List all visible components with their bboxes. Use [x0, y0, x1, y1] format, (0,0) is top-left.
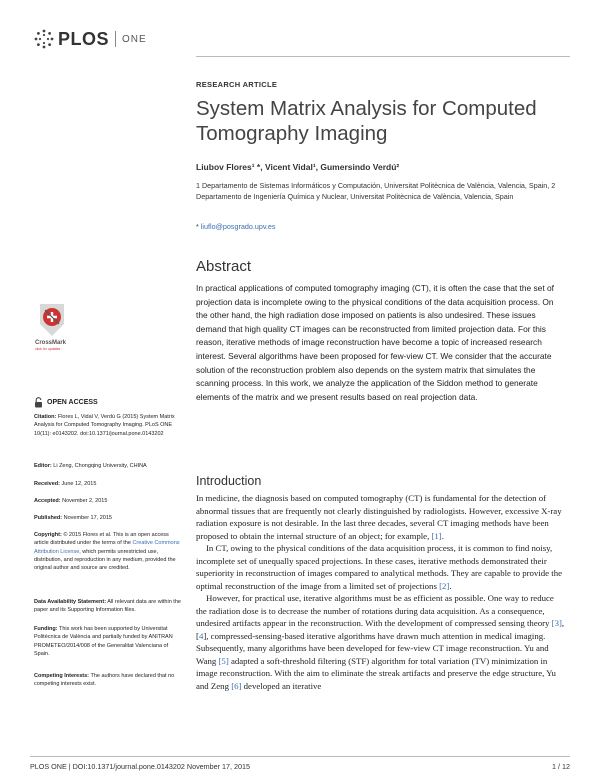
affiliations: 1 Departamento de Sistemas Informáticos y Computación, Universitat Politècnica de València, Valencia, Spain, 2 Departamento de Ingeniería Química y Nuclear, Universitat Politècnica de València, Valencia, Spain	[196, 181, 556, 201]
plos-dots-icon	[34, 29, 54, 49]
crossmark-subtitle[interactable]: click for updates	[35, 347, 61, 351]
abstract-paragraph: In practical applications of computed tomography imaging (CT), it is often the case that the set of projection data is incomplete owing to the physical conditions of the data acquisition process. On the other hand, the high radiation dose imposed on patients is also undesired. These issues demand that high quality CT images can be reconstructed from limited projection data. For this reason, iterative methods of image reconstruction have become a topic of increased research interest. Several algorithms have been proposed for few-view CT. We consider that the accurate solution of the reconstruction problem also depends on the system matrix that simulates the scanning process. In this work, we analyze the application of the Siddon method to generate elements of the matrix and we present results based on real projection data.	[196, 283, 554, 402]
email-prefix: *	[196, 222, 199, 231]
ref-link-2[interactable]: [2]	[439, 580, 450, 591]
intro-p3-text-b: , compressed-sensing-based iterative algorithms have drawn much attention in medical imaging. Subsequently, many algorithms have been developed for few-view CT image reconstruction. Yu and Wang	[196, 630, 549, 666]
received-label: Received:	[34, 481, 60, 487]
footer-divider	[30, 756, 570, 757]
intro-paragraph-1: In medicine, the diagnosis based on computed tomography (CT) is fundamental for the detection of abnormal tissues that are frequently not clearly distinguished by radiologists. However, excessive X-ray radiation exposure is not desirable. In the last three decades, several CT imaging methods have been proposed to obtain the internal structure of an object; for example, [1].	[196, 493, 562, 541]
published-date: November 17, 2015	[63, 515, 112, 521]
accepted-block	[34, 497, 184, 505]
citation-text: Flores L, Vidal V, Verdú G (2015) System Matrix Analysis for Computed Tomography Imaging. PLoS ONE 10(11): e0143202. doi:10.1371/journal.pone.0143202	[34, 414, 175, 437]
data-availability-label: Data Availability Statement:	[34, 599, 107, 605]
header-divider	[196, 56, 570, 57]
plos-logo	[34, 28, 147, 50]
ref-link-6[interactable]: [6]	[231, 680, 242, 691]
crossmark-badge[interactable]	[37, 302, 77, 343]
intro-p3-text-c: adapted a soft-threshold filtering (STF) algorithm for total variation (TV) minimization in image reconstruction. With the aim to eliminate the streak artifacts and preserve the edge structure, Yu and Zeng	[196, 655, 556, 691]
received-block	[34, 480, 184, 488]
intro-p1-text: In medicine, the diagnosis based on computed tomography (CT) is fundamental for the detection of abnormal tissues that are frequently not clearly distinguished by radiologists. However, excessive X-ray radiation exposure is not desirable. In the last three decades, several CT imaging methods have been proposed to obtain the internal structure of an object; for example,	[196, 493, 562, 541]
article-title: System Matrix Analysis for Computed Tomography Imaging	[196, 97, 537, 145]
editor-block	[34, 462, 184, 470]
introduction-text	[196, 492, 566, 692]
intro-paragraph-2: In CT, owing to the physical conditions of the data acquisition process, it is common to find noisy, incomplete set of unequally spaced projections. In these cases, iterative methods demonstrated their superiority in reconstruction of images compared to analytical methods. They are capable to provide the optimal reconstruction of the image from a limited set of projections [2].	[196, 543, 563, 591]
intro-p3-text-a: However, for practical use, iterative algorithms must be as efficient as possible. One way to reduce the radiation dose is to decrease the number of rotations during data acquisition. As a consequence, undesired artifacts appear in the reconstruction. With the development of compressed sensing theory	[196, 593, 554, 628]
funding-text: This work has been supported by Universitat Politècnica de València and partially funded by ANITRAN PROMETEO/2014/008 of the Generalitat Valenciana of Spain.	[34, 626, 173, 657]
data-availability-text: All relevant data are within the paper and its Supporting Information files.	[34, 599, 181, 614]
email-link[interactable]: liuflo@posgrado.upv.es	[200, 222, 276, 231]
editor-label: Editor:	[34, 463, 52, 469]
license-link[interactable]: Creative Commons Attribution License	[34, 540, 180, 555]
crossmark-icon	[37, 302, 67, 338]
logo-divider	[115, 31, 116, 47]
open-lock-icon	[34, 397, 43, 408]
competing-interests-text: The authors have declared that no competing interests exist.	[34, 673, 175, 688]
introduction-heading: Introduction	[196, 474, 262, 488]
logo-name: PLOS	[58, 28, 110, 49]
ref-link-1[interactable]: [1]	[431, 530, 442, 541]
copyright-label: Copyright:	[34, 532, 62, 538]
competing-interests-label: Competing Interests:	[34, 673, 90, 679]
funding-block	[34, 625, 184, 658]
competing-interests-block	[34, 672, 184, 689]
crossmark-title: CrossMark	[35, 340, 67, 346]
open-access-badge	[34, 397, 98, 408]
accepted-label: Accepted:	[34, 498, 61, 504]
footer-citation: PLOS ONE | DOI:10.1371/journal.pone.0143202 November 17, 2015	[30, 762, 251, 771]
author-list[interactable]: Liubov Flores¹ *, Vicent Vidal¹, Gumersindo Verdú²	[196, 162, 400, 172]
citation-block	[34, 413, 184, 438]
copyright-block	[34, 531, 184, 572]
logo-journal: ONE	[122, 33, 147, 45]
abstract-text	[196, 282, 566, 404]
published-block	[34, 514, 184, 522]
received-date: June 12, 2015	[61, 481, 97, 487]
intro-p2-text: In CT, owing to the physical conditions of the data acquisition process, it is common to find noisy, incomplete set of unequally spaced projections. In these cases, iterative methods demonstrated their superiority in reconstruction of images compared to analytical methods. They are capable to provide the optimal reconstruction of the image from a limited set of projections	[196, 543, 563, 591]
intro-paragraph-3: However, for practical use, iterative algorithms must be as efficient as possible. One way to reduce the radiation dose is to decrease the number of rotations during data acquisition. As a consequence, undesired artifacts appear in the reconstruction. With the development of compressed sensing theory [3], [4], compressed-sensing-based iterative algorithms have drawn much attention in medical imaging. Subsequently, many algorithms have been developed for few-view CT image reconstruction. Yu and Wang [5] adapted a soft-threshold filtering (STF) algorithm for total variation (TV) minimization in image reconstruction. With the aim to eliminate the streak artifacts and preserve the edge structure, Yu and Zeng [6] developed an iterative	[196, 593, 565, 691]
ref-link-3[interactable]: [3]	[551, 618, 562, 628]
page-number: 1 / 12	[552, 762, 570, 771]
accepted-date: November 2, 2015	[62, 498, 108, 504]
copyright-text-end: , which permits unrestricted use, distribution, and reproduction in any medium, provided the original author and source are credited.	[34, 548, 176, 572]
article-type-label: RESEARCH ARTICLE	[196, 80, 278, 89]
copyright-text: © 2015 Flores et al. This is an open access article distributed under the terms of the	[34, 532, 169, 547]
abstract-heading: Abstract	[196, 258, 252, 275]
funding-label: Funding:	[34, 626, 58, 632]
intro-p3-text-d: developed an iterative	[241, 680, 322, 691]
corresponding-email	[196, 222, 276, 231]
editor-text: Li Zeng, Chongqing University, CHINA	[53, 463, 147, 469]
data-availability-block	[34, 598, 184, 615]
published-label: Published:	[34, 515, 63, 521]
ref-link-4[interactable]: 4	[198, 630, 204, 641]
ref-link-5[interactable]: [5]	[218, 655, 229, 666]
open-access-label: OPEN ACCESS	[47, 399, 98, 406]
citation-label: Citation:	[34, 414, 57, 420]
